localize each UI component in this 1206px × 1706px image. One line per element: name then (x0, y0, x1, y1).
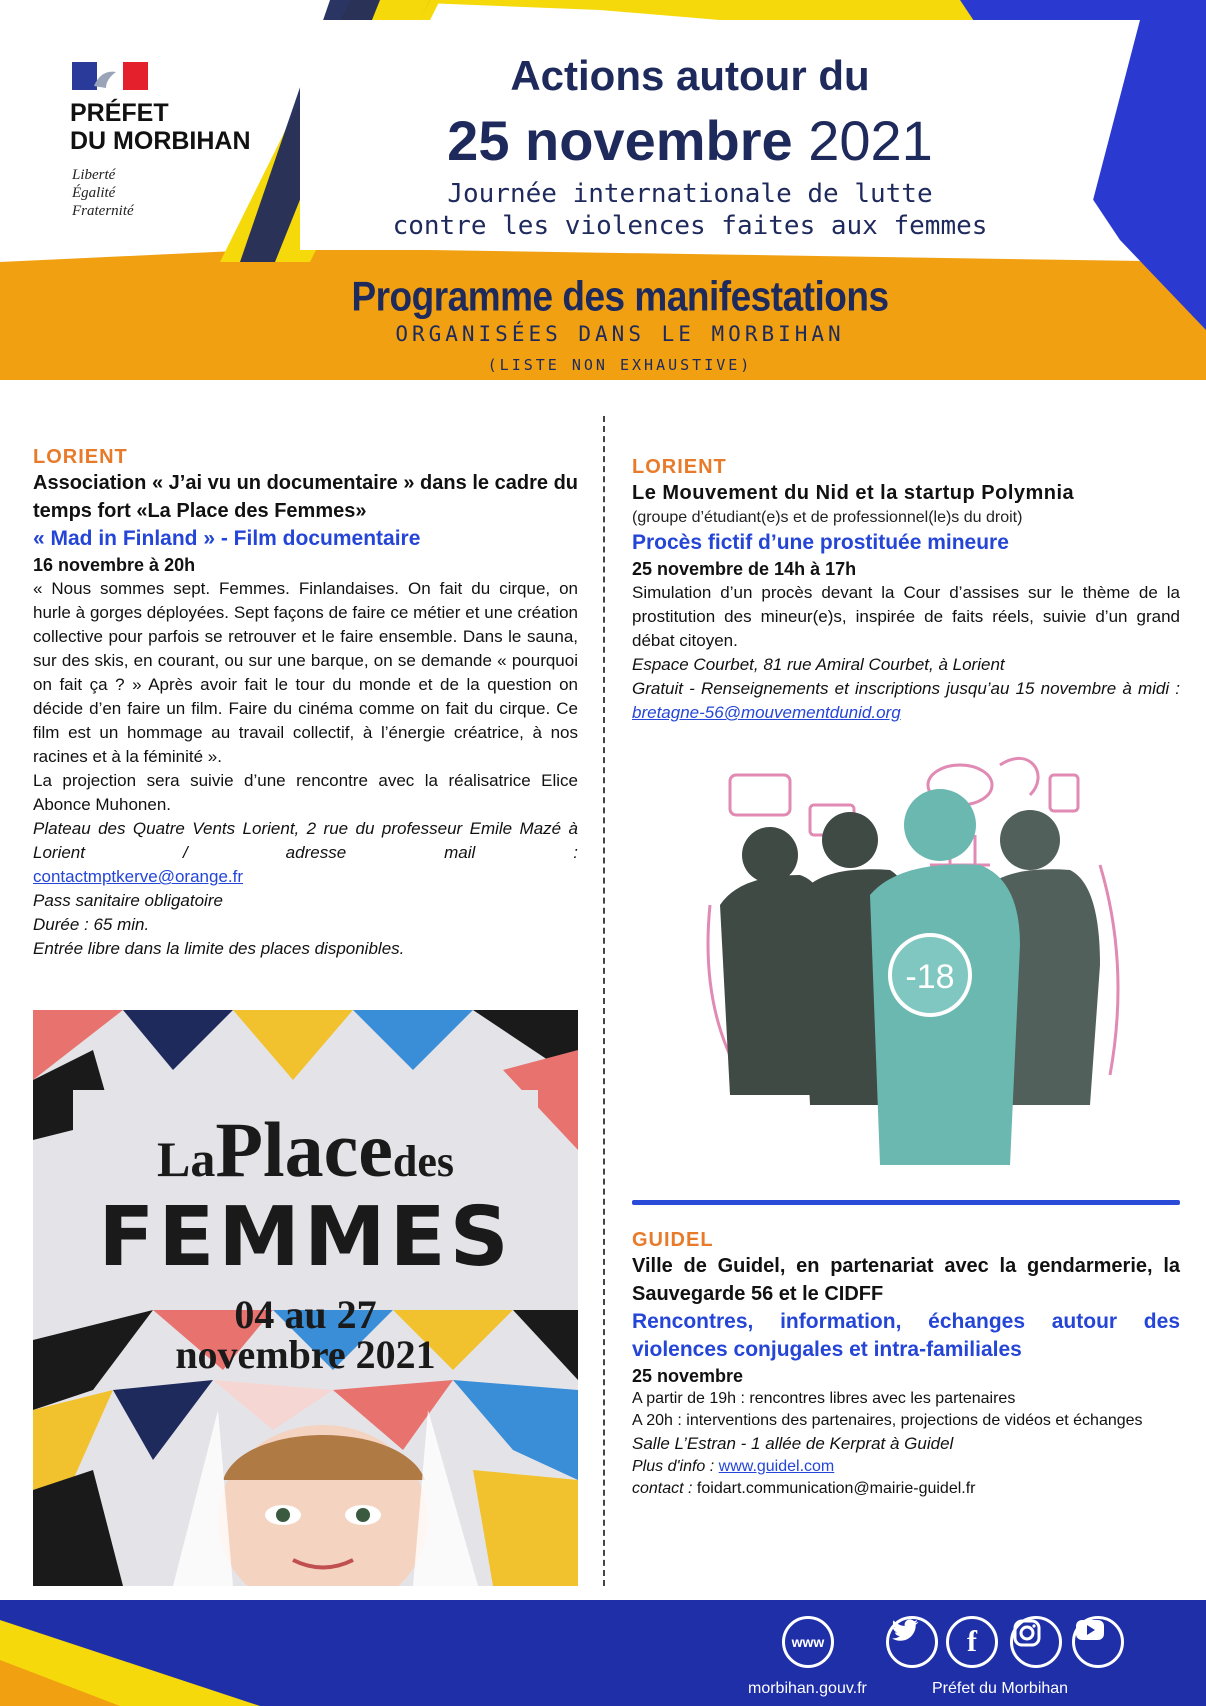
instagram-icon[interactable] (1010, 1616, 1062, 1668)
contact-label: contact : (632, 1480, 697, 1497)
devise-egalite: Égalité (72, 185, 116, 201)
poster-place: Place (215, 1106, 393, 1193)
title-date-line (340, 108, 1040, 173)
title-year: 2021 (792, 109, 933, 172)
info-label: Plus d'info : (632, 1458, 719, 1475)
event-description: Simulation d’un procès devant la Cour d’assises sur le thème de la prostitution des mineur(e)s, inspirée de faits réels, suivie d’un grand débat citoyen. (632, 583, 1180, 650)
poster-femmes: FEMMES (98, 1190, 513, 1285)
poster-la: La (156, 1131, 216, 1187)
event-title: Rencontres, information, échanges autour des violences conjugales et intra-familiales (632, 1310, 1180, 1361)
event-line1: A partir de 19h : rencontres libres avec les partenaires (632, 1390, 1016, 1407)
city-label: GUIDEL (632, 1229, 714, 1251)
twitter-bird-icon (889, 1619, 919, 1645)
event-info (632, 677, 1180, 725)
event-lorient-proces (632, 455, 1180, 725)
event-entree: Entrée libre dans la limite des places disponibles. (33, 939, 405, 958)
event-description-2: La projection sera suivie d’une rencontre avec la réalisatrice Elice Abonce Muhonen. (33, 771, 578, 814)
event-duree: Durée : 65 min. (33, 915, 150, 934)
facebook-icon[interactable]: f (946, 1616, 998, 1668)
title-subtitle-a: Journée internationale de lutte (447, 179, 933, 209)
prefet-logo-text (70, 99, 251, 155)
poster-title-la-place-des (33, 1105, 578, 1195)
event-lorient-documentaire (33, 445, 578, 961)
contact-email[interactable]: foidart.communication@mairie-guidel.fr (696, 1480, 976, 1497)
title-date: 25 novembre (447, 109, 793, 172)
twitter-icon[interactable] (886, 1616, 938, 1668)
organizer-note: (groupe d’étudiant(e)s et de professionnel(le)s du droit) (632, 509, 1023, 526)
event-date: 25 novembre (632, 1366, 744, 1386)
poster-dates (33, 1292, 578, 1377)
footer (0, 1600, 1206, 1706)
illustration-badge: -18 (905, 958, 955, 996)
www-icon[interactable] (782, 1616, 834, 1668)
event-info (632, 1456, 1180, 1478)
programme-subtitle: ORGANISÉES DANS LE MORBIHAN (395, 322, 845, 346)
event-line2: A 20h : interventions des partenaires, projections de vidéos et échanges (632, 1412, 1143, 1429)
event-description: « Nous sommes sept. Femmes. Finlandaises. On fait du cirque, on hurle à gorges déployées. Sept façons de faire ce métier et une création collective pour parfois se retrouver et le faire ensemble. Dans le sauna, sur des skis, en courant, ou sur une barque, on se demande « pourquoi on fait ça ? » Après avoir fait le tour du monde et de la question on décide d’en faire un film. Faire du cinéma comme on fait du cirque. Ce film est un hommage au travail collectif, à l’énergie créatrice, à nos racines et à la féminité ». (33, 579, 578, 766)
organizer: Le Mouvement du Nid et la startup Polymnia (632, 482, 1075, 504)
guidel-website-link[interactable]: www.guidel.com (718, 1458, 835, 1475)
prefet-line2: DU MORBIHAN (70, 127, 251, 155)
devise-liberte: Liberté (72, 167, 116, 183)
event-date: 16 novembre à 20h (33, 555, 196, 575)
programme-note: (LISTE NON EXHAUSTIVE) (487, 356, 753, 374)
event-pass: Pass sanitaire obligatoire (33, 891, 223, 910)
event-info-text: Gratuit - Renseignements et inscriptions jusqu’au 15 novembre à midi : (632, 679, 1180, 698)
organizer: Ville de Guidel, en partenariat avec la gendarmerie, la Sauvegarde 56 et le CIDFF (632, 1255, 1180, 1305)
event-contact (632, 1478, 1180, 1500)
poster-dates-2: novembre 2021 (175, 1332, 436, 1377)
header (0, 0, 1206, 400)
event-email-link[interactable]: bretagne-56@mouvementdunid.org (632, 703, 901, 722)
city-label: LORIENT (632, 456, 727, 478)
event-address: Salle L’Estran - 1 allée de Kerprat à Guidel (632, 1434, 954, 1453)
footer-site[interactable]: morbihan.gouv.fr (748, 1680, 867, 1697)
title-subtitle-b: contre les violences faites aux femmes (392, 211, 988, 241)
poster-des: des (392, 1137, 455, 1186)
prefet-line1: PRÉFET (70, 99, 169, 127)
event-address: Plateau des Quatre Vents Lorient, 2 rue du professeur Emile Mazé à Lorient / adresse mail : (33, 819, 578, 862)
section-separator (632, 1200, 1180, 1205)
instagram-camera-icon (1013, 1619, 1041, 1647)
youtube-play-icon (1075, 1619, 1105, 1641)
event-date: 25 novembre de 14h à 17h (632, 559, 857, 579)
city-label: LORIENT (33, 446, 128, 468)
title-subtitle (320, 178, 1060, 242)
devise-fraternite: Fraternité (72, 203, 134, 219)
event-title: Procès fictif d’une prostituée mineure (632, 531, 1009, 554)
event-address: Espace Courbet, 81 rue Amiral Courbet, à Lorient (632, 655, 1005, 674)
event-title: « Mad in Finland » - Film documentaire (33, 527, 421, 550)
poster-dates-1: 04 au 27 (234, 1292, 377, 1337)
devise (72, 166, 134, 220)
organizer: Association « J’ai vu un documentaire » dans le cadre du temps fort «La Place des Femmes» (33, 472, 578, 522)
la-place-des-femmes-poster (33, 1010, 578, 1586)
www-icon-label: www (791, 1634, 825, 1650)
minor-prostitution-illustration (700, 745, 1140, 1165)
programme-title: Programme des manifestations (351, 273, 889, 320)
title-line1: Actions autour du (510, 52, 870, 99)
youtube-icon[interactable] (1072, 1616, 1124, 1668)
marianne-logo-icon (72, 62, 148, 90)
event-email-link[interactable]: contactmptkerve@orange.fr (33, 867, 244, 886)
column-divider (603, 416, 605, 1586)
footer-prefet: Préfet du Morbihan (932, 1680, 1069, 1697)
event-guidel (632, 1228, 1180, 1500)
